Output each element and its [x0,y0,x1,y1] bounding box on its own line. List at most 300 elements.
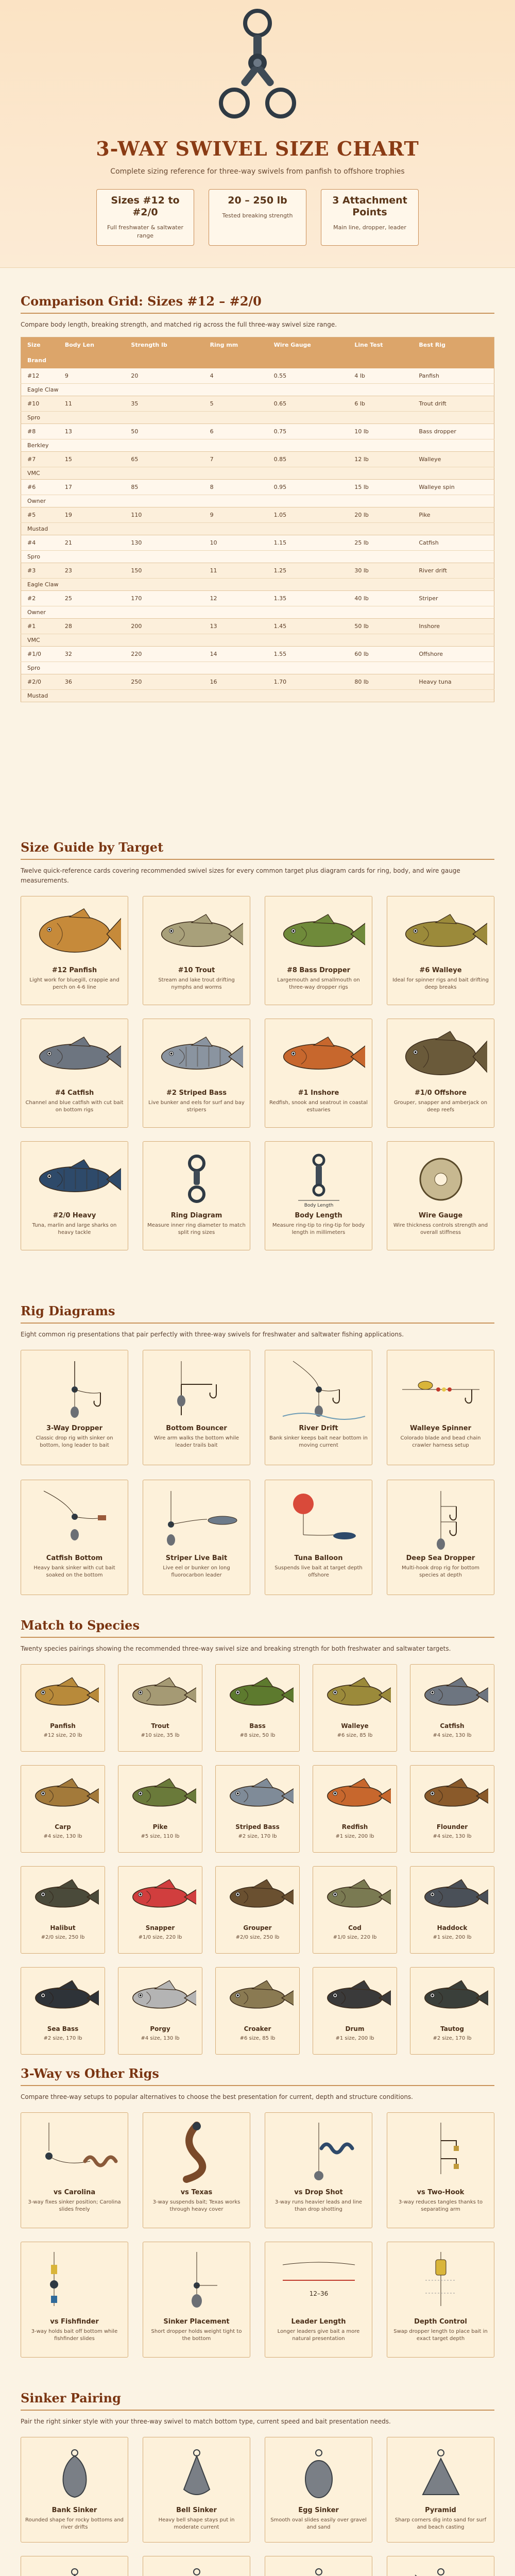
card-title: #2/0 Heavy [53,1212,96,1220]
table-cell: 6 lb [348,396,413,412]
table-cell: 13 [204,619,268,634]
table-cell: 5 [204,396,268,412]
target-card [143,896,250,1005]
section-desc: Compare body length, breaking strength, and matched rig across the full three-way swivel size range. [21,321,337,328]
section-title: Match to Species [21,1618,494,1638]
brand-cell: Eagle Claw [21,384,494,396]
drop-shot-icon [269,2120,368,2184]
card-title: vs Fishfinder [50,2318,99,2326]
table-cell: 25 lb [348,535,413,551]
table-cell: #5 [21,507,59,523]
sinker-card [265,2437,372,2543]
species-card [118,1765,202,1853]
card-title: Egg Sinker [298,2506,339,2515]
section-title: Size Guide by Target [21,840,494,860]
card-title: Trout [151,1722,169,1730]
brand-cell: Owner [21,606,494,619]
table-cell: River drift [413,563,494,579]
table-cell: 8 [204,480,268,495]
dipsey-sinker-icon [147,2565,246,2576]
table-brand-row [21,412,494,424]
table-cell: Trout drift [413,396,494,412]
table-cell: #12 [21,368,59,384]
table-cell: 14 [204,647,268,662]
table-cell: 19 [59,507,125,523]
card-desc: #8 size, 50 lb [239,1733,276,1739]
table-cell: 50 [125,424,203,439]
table-row [21,480,494,495]
table-cell: 6 [204,424,268,439]
card-title: Deep Sea Dropper [406,1554,475,1563]
card-desc: Rounded shape for rocky bottoms and river drifts [25,2517,124,2531]
target-card [21,1019,128,1128]
col-header: Body Len [59,337,125,353]
card-desc: #6 size, 85 lb [239,2036,276,2042]
table-brand-row [21,495,494,507]
table-row [21,507,494,523]
table-cell: 170 [125,591,203,606]
card-desc: Measure ring-tip to ring-tip for body length in millimeters [272,1223,365,1236]
card-desc: Live eel or bunker on long fluorocarbon leader [163,1565,230,1579]
card-desc: #1/0 size, 220 lb [138,1935,182,1941]
table-cell: #6 [21,480,59,495]
table-cell: 130 [125,535,203,551]
table-cell: 1.55 [268,647,349,662]
species-card [313,1664,397,1752]
species-card [215,1866,300,1954]
table-cell: 80 lb [348,674,413,690]
species-card [215,1967,300,2055]
stat-row [0,189,515,246]
card-desc: Smooth oval slides easily over gravel and sand [270,2517,367,2531]
target-card [387,896,494,1005]
striped-bass-icon [147,1028,246,1085]
no-roll-sinker-icon [25,2565,124,2576]
card-title: Striper Live Bait [165,1554,228,1563]
table-cell: 10 [204,535,268,551]
other-rigs-card-grid [21,2112,494,2371]
section-title: 3-Way vs Other Rigs [21,2066,494,2086]
table-cell: 250 [125,674,203,690]
rig-card [21,1350,128,1465]
card-title: vs Texas [180,2189,213,2197]
stat-size-range [96,189,194,246]
card-desc: Suspends live bait at target depth offshore [274,1565,363,1579]
card-title: 3-Way Dropper [46,1425,103,1433]
card-title: vs Carolina [53,2189,96,2197]
table-cell: #8 [21,424,59,439]
card-title: Cod [348,1924,362,1932]
table-cell: 11 [204,563,268,579]
carolina-rig-icon [25,2120,124,2184]
table-cell: 50 lb [348,619,413,634]
table-cell: 12 [204,591,268,606]
bottom-bouncer-icon [147,1359,246,1420]
card-title: #12 Panfish [52,967,97,975]
comparison-card [21,2242,128,2358]
species-card [21,1866,105,1954]
card-desc: 3-way reduces tangles thanks to separating arm [398,2199,483,2213]
trolling-sinker-icon [269,2565,368,2576]
table-row [21,396,494,412]
species-fish-icon [415,1672,490,1718]
card-title: Tautog [440,2025,464,2033]
card-title: Catfish [440,1722,465,1730]
table-cell: 1.45 [268,619,349,634]
card-desc: Short dropper holds weight tight to the bottom [151,2329,242,2342]
table-brand-row [21,384,494,396]
section-title: Comparison Grid: Sizes #12 – #2/0 [21,294,494,314]
card-title: Pike [152,1823,168,1831]
stat-label: Full freshwater & saltwater range [107,224,184,240]
brand-cell: Eagle Claw [21,579,494,591]
brand-cell: Spro [21,551,494,563]
sinker-card [143,2437,250,2543]
table-subheader-row [21,353,494,368]
rig-card [143,1350,250,1465]
col-header: Wire Gauge [268,337,349,353]
table-brand-row [21,606,494,619]
table-row [21,368,494,384]
card-desc: Live bunker and eels for surf and bay stripers [148,1100,245,1113]
table-brand-row [21,551,494,563]
card-title: Walleye [341,1722,369,1730]
card-title: Bass [249,1722,266,1730]
target-card [265,896,372,1005]
species-card [118,1866,202,1954]
card-title: Striped Bass [235,1823,280,1831]
table-cell: 36 [59,674,125,690]
card-title: Tuna Balloon [294,1554,343,1563]
table-cell: 25 [59,591,125,606]
species-card-grid [21,1664,494,2068]
table-cell: 60 lb [348,647,413,662]
table-row [21,647,494,662]
brand-cell: Mustad [21,690,494,702]
two-hook-icon [391,2120,490,2184]
table-cell: #1/0 [21,647,59,662]
comparison-card [387,2112,494,2228]
species-fish-icon [415,1773,490,1819]
species-card [21,1765,105,1853]
species-card [313,1967,397,2055]
sinker-card [143,2556,250,2576]
species-fish-icon [220,1874,295,1920]
card-title: Porgy [150,2025,170,2033]
svg-text:12–36: 12–36 [309,2290,328,2298]
table-body [21,368,494,702]
species-fish-icon [415,1874,490,1920]
col-header: Ring mm [204,337,268,353]
card-desc: #6 size, 85 lb [337,1733,373,1739]
stat-value: Sizes #12 to #2/0 [111,195,180,218]
card-title: Bottom Bouncer [166,1425,227,1433]
card-desc: Longer leaders give bait a more natural presentation [277,2329,360,2342]
tuna-icon [25,1151,124,1208]
brand-cell: Mustad [21,523,494,535]
species-card [118,1664,202,1752]
card-desc: #1 size, 200 lb [335,2036,374,2042]
card-title: Leader Length [291,2318,346,2326]
card-title: Snapper [145,1924,175,1932]
table-cell: 220 [125,647,203,662]
panfish-icon [25,906,124,962]
section-title: Rig Diagrams [21,1303,494,1324]
target-card-grid [21,896,494,1264]
card-desc: #2 size, 170 lb [43,2036,82,2042]
section-title: Sinker Pairing [21,2391,494,2411]
brand-cell: Owner [21,495,494,507]
species-fish-icon [317,1874,392,1920]
card-title: Flounder [436,1823,468,1831]
sinker-card [387,2556,494,2576]
card-title: Bank Sinker [52,2506,97,2515]
card-title: Wire Gauge [418,1212,463,1220]
sinker-card [21,2437,128,2543]
species-card [410,1765,494,1853]
table-cell: 17 [59,480,125,495]
card-desc: #4 size, 130 lb [433,1834,472,1840]
card-desc: #10 size, 35 lb [141,1733,180,1739]
walleye-spinner-icon [391,1359,490,1420]
card-desc: Multi-hook drop rig for bottom species at depth [402,1565,479,1579]
card-desc: #2 size, 170 lb [433,2036,472,2042]
tuna-balloon-icon [269,1488,368,1550]
card-title: Pyramid [425,2506,456,2515]
rig-card-grid [21,1350,494,1609]
table-cell: #10 [21,396,59,412]
card-title: Ring Diagram [170,1212,222,1220]
table-cell: 150 [125,563,203,579]
table-cell: Pike [413,507,494,523]
river-drift-icon [269,1359,368,1420]
card-desc: #12 size, 20 lb [43,1733,82,1739]
section-desc: Twenty species pairings showing the recommended three-way swivel size and breaking strength for both freshwater and saltwater targets. [21,1645,451,1652]
table-row [21,563,494,579]
table-row [21,535,494,551]
table-cell: #2/0 [21,674,59,690]
species-fish-icon [25,1975,100,2021]
table-cell: 0.75 [268,424,349,439]
table-row [21,452,494,467]
split-shot-icon [391,2565,490,2576]
card-title: Grouper [243,1924,272,1932]
comparison-card [265,2242,372,2358]
table-header-row [21,337,494,353]
table-cell: Offshore [413,647,494,662]
table-cell: 15 lb [348,480,413,495]
walleye-icon [391,906,490,962]
table-cell: 15 [59,452,125,467]
table-cell: 110 [125,507,203,523]
brand-cell: Berkley [21,439,494,452]
card-title: Redfish [341,1823,368,1831]
card-desc: Measure inner ring diameter to match split ring sizes [147,1223,246,1236]
card-desc: Light work for bluegill, crappie and perch on 4-6 line [29,977,119,991]
table-cell: 20 lb [348,507,413,523]
comparison-rigs-section [21,2066,494,2371]
card-title: Sea Bass [47,2025,79,2033]
card-desc: Stream and lake trout drifting nymphs and worms [158,977,235,991]
egg-sinker-icon [269,2446,368,2502]
col-header: Strength lb [125,337,203,353]
table-cell: 16 [204,674,268,690]
table-cell: 7 [204,452,268,467]
card-desc: 3-way fixes sinker position; Carolina slides freely [28,2199,121,2213]
sinker-pairing-section [21,2391,494,2576]
hero-banner [0,0,515,268]
species-fish-icon [123,1874,198,1920]
comparison-table [21,337,494,702]
card-title: River Drift [299,1425,338,1433]
comparison-card [265,2112,372,2228]
section-desc: Twelve quick-reference cards covering recommended swivel sizes for every common target plus diagram cards for ring, body, and wire gauge measurements. [21,867,460,885]
table-cell: 10 lb [348,424,413,439]
rig-card [387,1480,494,1595]
col-header-brand: Brand [21,353,494,368]
card-desc: #1/0 size, 220 lb [333,1935,377,1941]
pyramid-sinker-icon [391,2446,490,2502]
brand-cell: VMC [21,634,494,647]
body-length-diagram-label: Body Length [304,1203,333,1208]
table-cell: Walleye spin [413,480,494,495]
table-cell: 85 [125,480,203,495]
rig-card [21,1480,128,1595]
card-desc: Sharp corners dig into sand for surf and beach casting [394,2517,487,2531]
species-fish-icon [415,1975,490,2021]
card-desc: Heavy bell shape stays put in moderate current [158,2517,235,2531]
sinker-card [387,2437,494,2543]
rig-diagrams-section [21,1303,494,1609]
card-desc: #5 size, 110 lb [141,1834,180,1840]
table-cell: 28 [59,619,125,634]
card-desc: Grouper, snapper and amberjack on deep reefs [393,1100,488,1113]
sinker-card-grid [21,2437,494,2576]
card-title: Depth Control [414,2318,467,2326]
leader-length-icon [269,2249,368,2314]
species-card [215,1765,300,1853]
table-cell: 1.15 [268,535,349,551]
target-card [387,1141,494,1250]
species-fish-icon [25,1773,100,1819]
species-card [21,1967,105,2055]
card-title: Croaker [244,2025,271,2033]
table-brand-row [21,634,494,647]
stat-value: 20 – 250 lb [228,195,287,206]
card-title: Drum [345,2025,365,2033]
table-row [21,591,494,606]
card-desc: #2/0 size, 250 lb [235,1935,280,1941]
card-title: vs Two-Hook [417,2189,465,2197]
species-fish-icon [317,1672,392,1718]
card-desc: Wire thickness controls strength and overall stiffness [393,1223,488,1236]
comparison-card [143,2112,250,2228]
sinker-placement-icon [147,2249,246,2314]
card-desc: Colorado blade and bead chain crawler harness setup [400,1435,481,1449]
rig-card [265,1480,372,1595]
card-title: Body Length [295,1212,342,1220]
catfish-bottom-icon [25,1488,124,1550]
col-header: Line Test [348,337,413,353]
table-cell: Walleye [413,452,494,467]
table-cell: 1.35 [268,591,349,606]
table-cell: 200 [125,619,203,634]
section-desc: Compare three-way setups to popular alternatives to choose the best presentation for current, depth and structure conditions. [21,2093,413,2100]
table-cell: 0.95 [268,480,349,495]
card-desc: Bank sinker keeps bait near bottom in moving current [269,1435,368,1449]
grouper-icon [391,1028,490,1085]
page-subtitle: Complete sizing reference for three-way swivels from panfish to offshore trophies [110,167,405,176]
species-fish-icon [25,1874,100,1920]
table-cell: 32 [59,647,125,662]
card-desc: #1 size, 200 lb [433,1935,472,1941]
wire-gauge-icon [391,1151,490,1208]
species-fish-icon [220,1773,295,1819]
target-card [265,1019,372,1128]
table-brand-row [21,690,494,702]
comparison-grid-section [21,294,494,702]
card-title: Walleye Spinner [409,1425,472,1433]
species-fish-icon [123,1672,198,1718]
card-desc: Tuna, marlin and large sharks on heavy tackle [32,1223,117,1236]
species-fish-icon [123,1975,198,2021]
species-card [313,1866,397,1954]
target-card [387,1019,494,1128]
dropper-rig-icon [25,1359,124,1420]
table-cell: 21 [59,535,125,551]
card-desc: #4 size, 130 lb [43,1834,82,1840]
table-cell: #2 [21,591,59,606]
card-desc: Wire arm walks the bottom while leader trails bait [153,1435,239,1449]
depth-control-icon [391,2249,490,2314]
table-cell: #7 [21,452,59,467]
card-desc: Heavy bank sinker with cut bait soaked on the bottom [33,1565,115,1579]
card-title: Carp [55,1823,71,1831]
brand-cell: Spro [21,662,494,674]
card-title: #10 Trout [178,967,215,975]
table-cell: 1.25 [268,563,349,579]
table-cell: 1.05 [268,507,349,523]
species-card [410,1664,494,1752]
table-row [21,424,494,439]
table-cell: 30 lb [348,563,413,579]
comparison-card [21,2112,128,2228]
page-title: 3-WAY SWIVEL SIZE CHART [96,137,419,160]
table-cell: 9 [59,368,125,384]
card-title: #1/0 Offshore [415,1089,467,1097]
species-fish-icon [220,1975,295,2021]
table-brand-row [21,467,494,480]
table-cell: 9 [204,507,268,523]
fishfinder-icon [25,2249,124,2314]
card-title: #2 Striped Bass [166,1089,227,1097]
target-card [143,1141,250,1250]
card-title: #4 Catfish [55,1089,94,1097]
card-title: Bell Sinker [176,2506,217,2515]
col-header: Size [21,337,59,353]
card-title: Catfish Bottom [46,1554,103,1563]
brand-cell: VMC [21,467,494,480]
species-card [215,1664,300,1752]
striper-live-bait-icon [147,1488,246,1550]
table-cell: Bass dropper [413,424,494,439]
card-title: #8 Bass Dropper [286,967,351,975]
table-cell: Striper [413,591,494,606]
section-desc: Pair the right sinker style with your three-way swivel to match bottom type, current speed and bait presentation needs. [21,2418,391,2425]
sinker-card [21,2556,128,2576]
species-fish-icon [317,1975,392,2021]
trout-icon [147,906,246,962]
